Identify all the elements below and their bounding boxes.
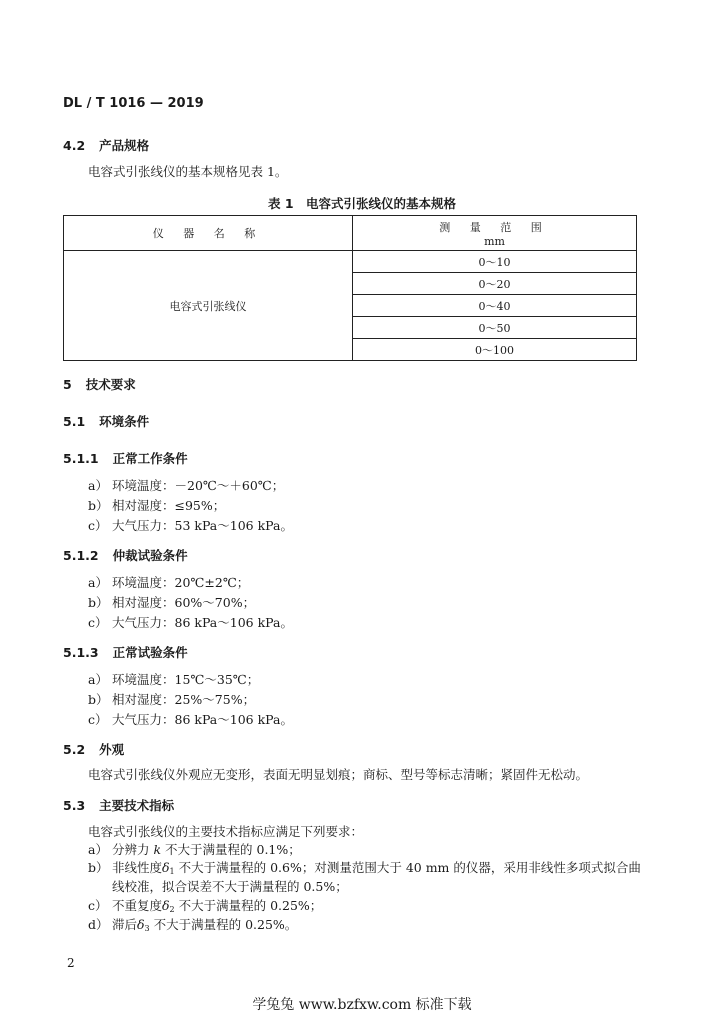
standard-code: DL / T 1016 — 2019 (63, 96, 204, 111)
section-5-1-3-heading (63, 643, 188, 661)
list-item: b） 相对湿度：25%～75%； (88, 692, 256, 707)
section-5-heading (63, 375, 136, 393)
section-number: 4.2 (63, 138, 86, 153)
spec-table (63, 215, 637, 361)
section-5-2-text: 电容式引张线仪外观应无变形，表面无明显划痕；商标、型号等标志清晰；紧固件无松动。 (88, 767, 589, 782)
section-number: 5.2 (63, 742, 86, 757)
table-header-range (353, 216, 637, 251)
list-item: c） 大气压力：86 kPa～106 kPa。 (88, 615, 293, 630)
section-title: 正常试验条件 (112, 645, 188, 660)
list-item: c） 大气压力：86 kPa～106 kPa。 (88, 712, 293, 727)
section-4-2-text: 电容式引张线仪的基本规格见表 1。 (88, 164, 288, 179)
section-title: 外观 (99, 742, 125, 757)
range-cell: 0～20 (353, 273, 637, 295)
section-number: 5.1.3 (63, 645, 99, 660)
section-5-1-heading (63, 412, 149, 430)
table-header-name: 仪 器 名 称 (64, 216, 353, 251)
section-5-3-intro: 电容式引张线仪的主要技术指标应满足下列要求： (88, 824, 364, 839)
section-number: 5.1.2 (63, 548, 99, 563)
section-number: 5 (63, 377, 72, 392)
page-number: 2 (67, 956, 75, 970)
list-item: b） 相对湿度：60%～70%； (88, 595, 256, 610)
section-title: 环境条件 (99, 414, 150, 429)
table-caption: 表 1 电容式引张线仪的基本规格 (267, 196, 457, 211)
section-number: 5.3 (63, 798, 86, 813)
section-title: 产品规格 (99, 138, 150, 153)
instrument-name-cell: 电容式引张线仪 (64, 251, 353, 361)
list-item: b） 非线性度$\delta_1$ 不大于满量程的 0.6%；对测量范围大于 40 mm 的仪器，采用非线性多项式拟合曲 (88, 860, 641, 876)
range-cell: 0～40 (353, 295, 637, 317)
range-cell: 0～50 (353, 317, 637, 339)
range-header-label: 测 量 范 围 (439, 220, 550, 234)
section-4-2-heading (63, 136, 149, 154)
section-5-1-1-heading (63, 449, 188, 467)
section-title: 主要技术指标 (99, 798, 175, 813)
range-cell: 0～10 (353, 251, 637, 273)
section-number: 5.1 (63, 414, 86, 429)
list-item: a） 分辨力 k 不大于满量程的 0.1%； (88, 842, 301, 857)
section-title: 正常工作条件 (112, 451, 188, 466)
list-item: c） 不重复度$\delta_2$ 不大于满量程的 0.25%； (88, 898, 323, 914)
section-5-1-2-heading (63, 546, 188, 564)
list-item: b） 相对湿度：≤95%； (88, 498, 226, 513)
list-item-continuation: 线校准，拟合误差不大于满量程的 0.5%； (112, 879, 348, 894)
range-cell: 0～100 (353, 339, 637, 361)
section-5-2-heading (63, 740, 124, 758)
footer-watermark: 学兔兔 www.bzfxw.com 标准下载 (252, 997, 472, 1013)
list-item: a） 环境温度：20℃±2℃； (88, 575, 250, 590)
range-header-unit: mm (484, 234, 505, 248)
list-item: a） 环境温度：15℃～35℃； (88, 672, 260, 687)
list-item: c） 大气压力：53 kPa～106 kPa。 (88, 518, 293, 533)
list-item: a） 环境温度：－20℃～＋60℃； (88, 478, 285, 493)
section-5-3-heading (63, 796, 174, 814)
list-item: d） 滞后$\delta_3$ 不大于满量程的 0.25%。 (88, 917, 298, 933)
section-title: 仲裁试验条件 (112, 548, 188, 563)
section-number: 5.1.1 (63, 451, 99, 466)
section-title: 技术要求 (85, 377, 136, 392)
